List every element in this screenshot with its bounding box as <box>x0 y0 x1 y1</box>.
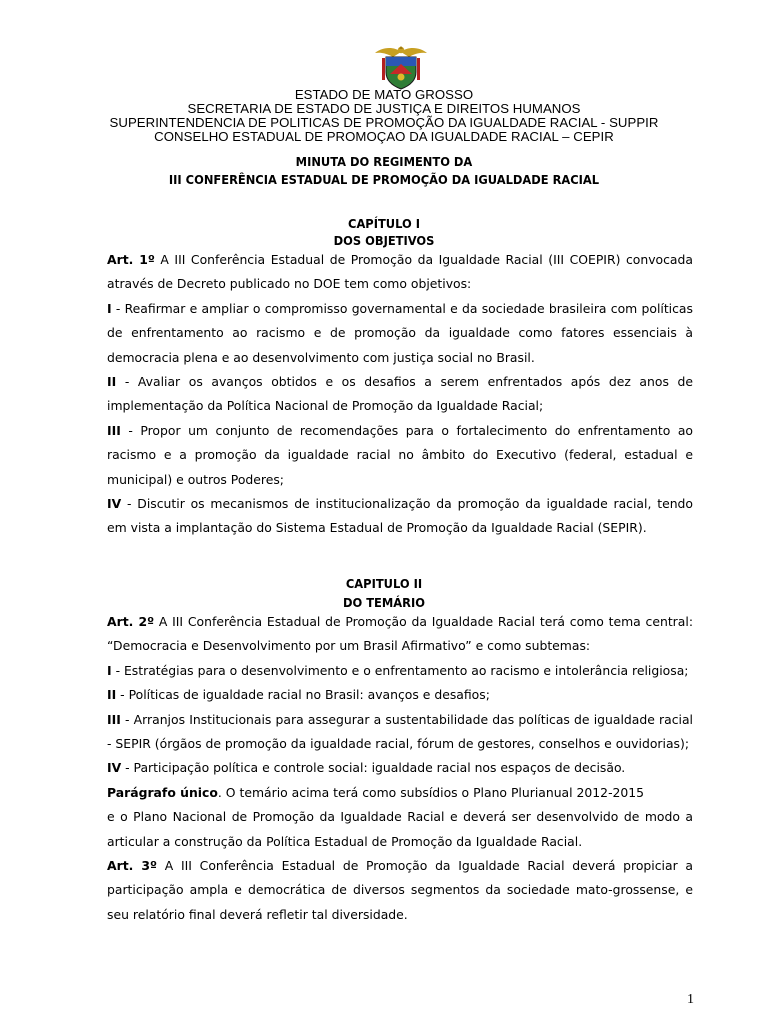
subtheme-item <box>107 756 693 780</box>
article-2 <box>107 610 693 659</box>
article-label: Art. 3º <box>107 858 158 874</box>
article-label: Art. 1º <box>107 252 155 267</box>
item-number: II <box>107 374 117 390</box>
item-text: - Avaliar os avanços obtidos e os desafios a serem enfrentados após dez anos de implementação da Política Nacional de Promoção da Igualdade Racial; <box>107 374 693 414</box>
chapter2-subheading: DO TEMÁRIO <box>343 596 425 610</box>
item-number: IV <box>107 496 122 512</box>
article-text: A III Conferência Estadual de Promoção da Igualdade Racial (III COEPIR) convocada através de Decreto publicado no DOE tem como objetivos: <box>107 252 693 292</box>
article-1 <box>107 248 693 297</box>
item-number: I <box>107 300 112 316</box>
header-superintendency: SUPERINTENDENCIA DE POLITICAS DE PROMOÇÃO DA IGUALDADE RACIAL - SUPPIR <box>109 115 659 130</box>
chapter1-heading: CAPÍTULO I <box>348 217 420 231</box>
document-title-line1: MINUTA DO REGIMENTO DA <box>295 155 473 169</box>
chapter2-body <box>107 610 693 927</box>
subtheme-item <box>107 708 693 757</box>
sole-paragraph-continuation: e o Plano Nacional de Promoção da Igualdade Racial e deverá ser desenvolvido de modo a articular a construção da Política Estadual de Promoção da Igualdade Racial. <box>107 809 693 849</box>
mato-grosso-coat-of-arms-icon <box>374 44 428 90</box>
header-secretariat: SECRETARIA DE ESTADO DE JUSTIÇA E DIREITOS HUMANOS <box>187 101 581 116</box>
item-text: - Propor um conjunto de recomendações para o fortalecimento do enfrentamento ao racismo e a promoção da igualdade racial no âmbito do Executivo (federal, estadual e municipal) e outros Poderes; <box>107 422 693 487</box>
article-text: A III Conferência Estadual de Promoção da Igualdade Racial terá como tema central: “Democracia e Desenvolvimento por um Brasil Afirmativo” e como subtemas: <box>107 614 693 654</box>
item-text: - Políticas de igualdade racial no Brasil: avanços e desafios; <box>116 687 490 703</box>
item-number: II <box>107 687 117 703</box>
chapter2-heading: CAPITULO II <box>345 577 423 591</box>
item-text: - Estratégias para o desenvolvimento e o enfrentamento ao racismo e intolerância religiosa; <box>111 662 689 678</box>
subtheme-item <box>107 683 693 707</box>
chapter1-subheading: DOS OBJETIVOS <box>333 234 435 248</box>
objective-item <box>107 492 693 541</box>
page-number: 1 <box>687 992 694 1007</box>
item-text: - Discutir os mecanismos de institucionalização da promoção da igualdade racial, tendo em vista a implantação do Sistema Estadual de Promoção da Igualdade Racial (SEPIR). <box>107 496 693 536</box>
article-text: A III Conferência Estadual de Promoção da Igualdade Racial deverá propiciar a participação ampla e democrática de diversos segmentos da sociedade mato-grossense, e seu relatório final deverá refletir tal diversidade. <box>107 858 693 922</box>
objective-item <box>107 297 693 370</box>
item-text: - Reafirmar e ampliar o compromisso governamental e da sociedade brasileira com políticas de enfrentamento ao racismo e de promoção da igualdade como fatores essenciais à democracia plena e ao desenvolvimento com justiça social no Brasil. <box>107 300 693 365</box>
sole-paragraph <box>107 781 693 805</box>
chapter1-body <box>107 248 693 541</box>
item-text: - Participação política e controle social: igualdade racial nos espaços de decisão. <box>121 760 626 776</box>
article-label: Art. 2º <box>107 614 155 629</box>
item-number: III <box>107 711 121 727</box>
document-title-line2: III CONFERÊNCIA ESTADUAL DE PROMOÇÃO DA IGUALDADE RACIAL <box>168 173 600 187</box>
item-number: III <box>107 422 121 438</box>
header-council: CONSELHO ESTADUAL DE PROMOÇAO DA IGUALDADE RACIAL – CEPIR <box>154 129 614 144</box>
subtheme-item <box>107 659 693 683</box>
header-state: ESTADO DE MATO GROSSO <box>294 87 474 102</box>
paragraph-label: Parágrafo único <box>107 784 218 800</box>
paragraph-text: . O temário acima terá como subsídios o Plano Plurianual 2012-2015 <box>217 784 645 800</box>
objective-item <box>107 419 693 492</box>
item-text: - Arranjos Institucionais para assegurar a sustentabilidade das políticas de igualdade racial - SEPIR (órgãos de promoção da igualdade racial, fórum de gestores, conselhos e ouvidorias); <box>107 711 693 752</box>
article-3 <box>107 854 693 927</box>
item-number: IV <box>107 760 122 776</box>
item-number: I <box>107 662 112 678</box>
objective-item <box>107 370 693 419</box>
